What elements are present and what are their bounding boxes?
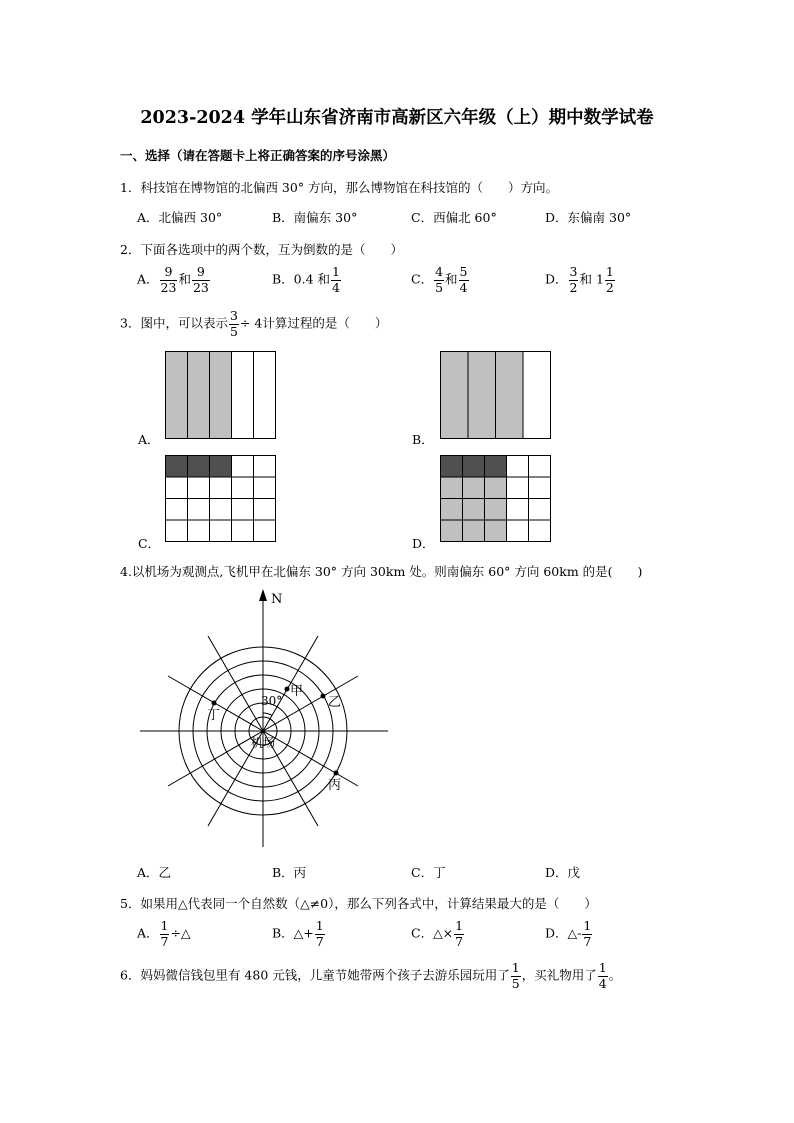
q5-option-c[interactable] <box>411 920 465 948</box>
q3-label-b: B． <box>412 432 434 447</box>
q4-option-b[interactable]: B．丙 <box>272 865 307 880</box>
q3-label-a: A． <box>138 432 160 447</box>
fraction: $\frac{5}{4}$ <box>459 264 468 295</box>
q2-a-and: 和 <box>178 271 191 287</box>
question-2-text: 2．下面各选项中的两个数，互为倒数的是（ ） <box>120 242 403 257</box>
q5-a-post: ÷△ <box>170 925 191 941</box>
label-yi: 乙 <box>328 695 342 710</box>
label-ding: 丁 <box>207 708 221 723</box>
question-3-text <box>120 310 387 338</box>
angle-label: 30° <box>261 694 283 708</box>
point-bing <box>334 771 339 776</box>
fraction: $\frac{1}{7}$ <box>455 918 464 949</box>
q5-option-a[interactable] <box>137 920 191 948</box>
fraction: $\frac{1}{4}$ <box>332 264 340 295</box>
fraction: $\frac{4}{5}$ <box>435 264 444 295</box>
q2-option-a[interactable] <box>137 266 211 294</box>
label-airport: 机场 <box>251 736 276 750</box>
fraction: $\frac{9}{23}$ <box>192 264 209 295</box>
fraction: $\frac{1}{4}$ <box>598 960 607 991</box>
q4-option-c[interactable]: C．丁 <box>411 865 446 880</box>
label-bing: 丙 <box>328 778 342 793</box>
fraction: $\frac{1}{7}$ <box>160 918 169 949</box>
q4-option-d[interactable]: D．戊 <box>545 865 581 880</box>
q2-a-label: A． <box>137 271 159 287</box>
fraction: $\frac{1}{2}$ <box>605 264 614 295</box>
fraction: $\frac{3}{2}$ <box>569 264 578 295</box>
question-5-text: 5．如果用△代表同一个自然数（△≠0），那么下列各式中，计算结果最大的是（ ） <box>120 896 597 911</box>
q5-option-d[interactable] <box>545 920 593 948</box>
q2-c-and: 和 <box>445 271 458 287</box>
question-6-text <box>120 962 621 990</box>
fraction: $\frac{3}{5}$ <box>229 308 238 339</box>
q3-figure-b[interactable] <box>440 351 551 439</box>
fraction: $\frac{1}{5}$ <box>511 960 520 991</box>
q5-c-label: C．△× <box>411 925 454 941</box>
q2-d-label: D． <box>545 271 568 287</box>
north-arrow-icon <box>259 589 267 601</box>
q5-option-b[interactable] <box>272 920 326 948</box>
q3-label-c: C． <box>138 536 161 551</box>
q4-polar-diagram <box>135 585 395 850</box>
q1-option-d[interactable]: D．东偏南 30° <box>545 210 632 225</box>
q3-figure-c[interactable] <box>165 455 276 542</box>
q2-option-b[interactable] <box>272 266 342 294</box>
point-jia <box>285 687 290 692</box>
north-label: N <box>271 592 283 607</box>
q6-mid: ，买礼物用了 <box>521 967 597 983</box>
q5-d-label: D．△- <box>545 925 582 941</box>
point-ding <box>212 701 217 706</box>
q1-option-b[interactable]: B．南偏东 30° <box>272 210 358 225</box>
q6-pre: 6．妈妈微信钱包里有 480 元钱，儿童节她带两个孩子去游乐园玩用了 <box>120 967 510 983</box>
label-jia: 甲 <box>290 684 304 699</box>
fraction: $\frac{9}{23}$ <box>160 264 177 295</box>
question-1-text: 1．科技馆在博物馆的北偏西 30° 方向，那么博物馆在科技馆的（ ）方向。 <box>120 180 559 195</box>
q3-post: 计算过程的是（ ） <box>262 315 388 331</box>
q3-pre: 3．图中，可以表示 <box>120 315 228 331</box>
q2-b-label: B．0.4 和 <box>272 271 331 287</box>
q5-a-label: A． <box>137 925 159 941</box>
q3-label-d: D． <box>412 536 435 551</box>
q2-option-c[interactable] <box>411 266 470 294</box>
q5-b-label: B．△+ <box>272 925 314 941</box>
section-heading: 一、选择（请在答题卡上将正确答案的序号涂黑） <box>120 148 396 163</box>
fraction: $\frac{1}{7}$ <box>315 918 324 949</box>
q1-option-c[interactable]: C．西偏北 60° <box>411 210 497 225</box>
question-4-text: 4.以机场为观测点,飞机甲在北偏东 30° 方向 30km 处。则南偏东 60° 方向 60km 的是( ) <box>120 564 643 579</box>
q2-c-label: C． <box>411 271 434 287</box>
q1-option-a[interactable]: A．北偏西 30° <box>137 210 223 225</box>
q3-figure-d[interactable] <box>440 455 551 542</box>
q4-option-a[interactable]: A．乙 <box>137 865 172 880</box>
q2-option-d[interactable] <box>545 266 616 294</box>
q3-figure-a[interactable] <box>165 351 276 439</box>
point-yi <box>321 694 326 699</box>
q3-op: ÷ 4 <box>239 315 263 331</box>
fraction: $\frac{1}{7}$ <box>583 918 592 949</box>
q6-post: 。 <box>608 967 622 983</box>
page-title: 2023-2024 学年山东省济南市高新区六年级（上）期中数学试卷 <box>140 108 654 128</box>
q2-d-and: 和 1 <box>579 271 604 287</box>
